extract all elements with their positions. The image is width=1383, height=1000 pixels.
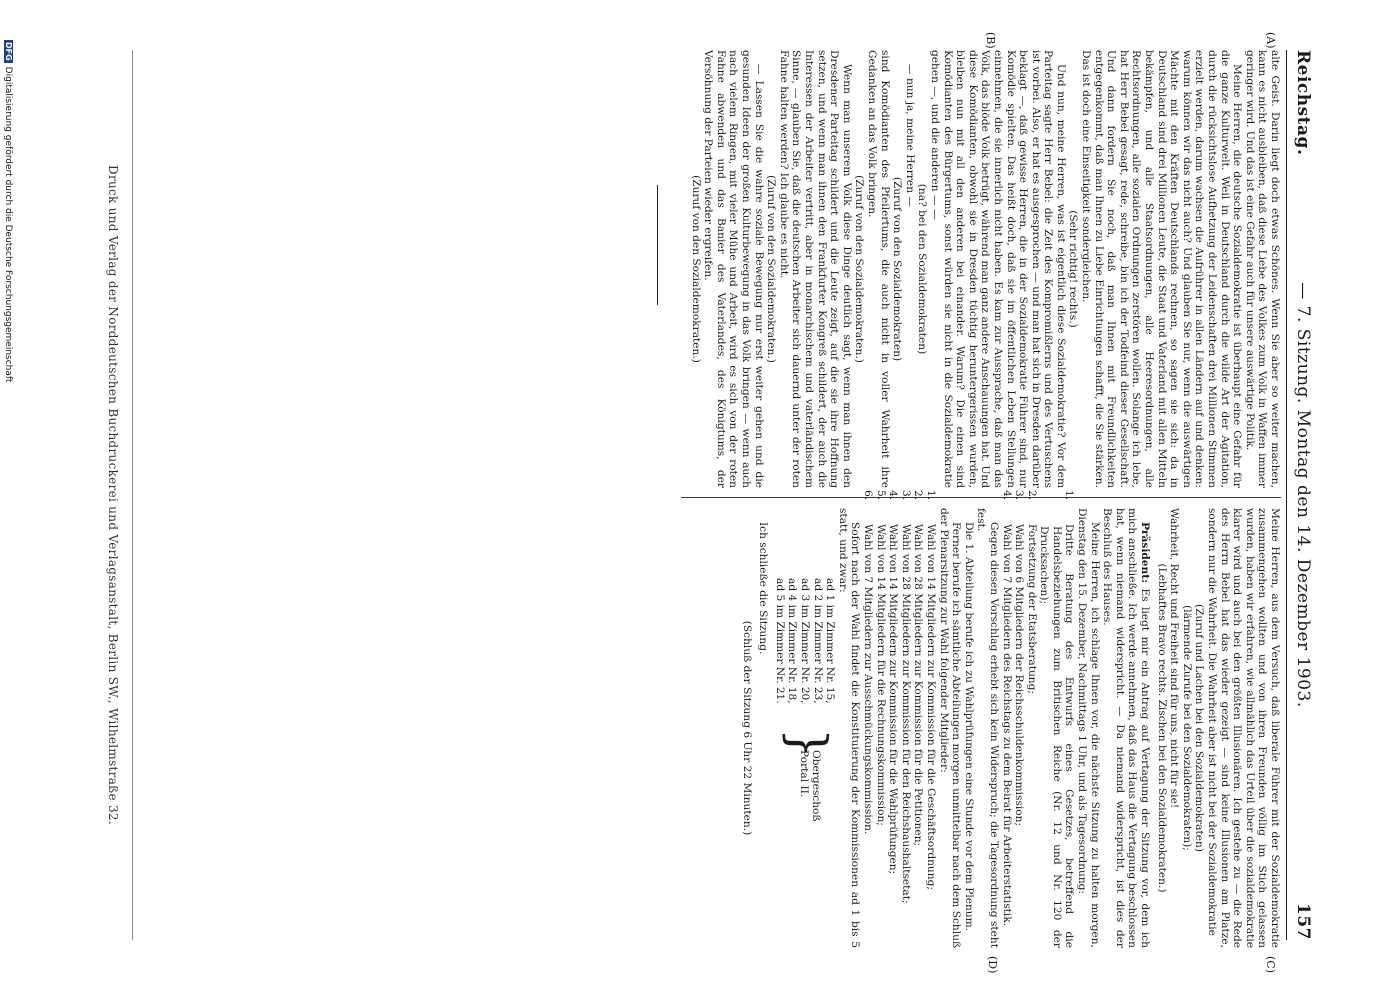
president-statement: Es liegt mir ein Antrag auf Vertagung der Sitzung vor, dem ich mich anschließe. Ich werde annehmen, daß das Haus die Vertagung beschlossen hat, wenn niemand widerspricht. — Da niemand widerspricht, ist dies der Beschluß des Hauses. [1101,508,1152,948]
agenda-item-text: Wahl von 6 Mitgliedern der Reichsschuldenkommission; [1013,524,1026,827]
member-item [861,490,874,948]
left-column-paragraph: alte Geist. Darin liegt doch etwas Schönes. Wenn Sie aber so weiter machen, kann es nicht ausbleiben, daß diese Liebe des Volkes zum Volk in Waffen immer geringer wird. Und das ist eine Gefahr auch für unsere auswärtige Politik. [1243,50,1281,488]
member-item-text: Wahl von 14 Mitgliedern für die Rechnungskommission; [874,524,887,826]
agenda-list [1000,490,1076,948]
member-item-number: 4. [887,490,900,501]
closing-statement: Ich schließe die Sitzung. [757,522,770,655]
speech-conclusion [1155,508,1281,948]
left-column-paragraph: — Lassen Sie die wahre soziale Bewegung nur erst weiter gehen und die gesunden Ideen der großen Kulturbewegung in das Volk bringen — wenn auch nach vielem Ringen, mit vieler Mühe und Arbeit, wird es sich von der roten Fahne abwenden und das Banier des Vaterlandes, des Königtums, der Versöhnung der Parteien wieder ergreifen. [702,50,765,488]
page-number: 157 [1293,903,1313,940]
member-item-number: 1. [924,490,937,501]
section-rule [657,185,658,305]
member-item-text: Wahl von 14 Mitgliedern zur Kommission für die Geschäftsordnung; [924,524,937,890]
ferner-note: Ferner berufe ich sämtliche Abteilungen morgen unmittelbar nach dem Schluß der Plenarsitzung zur Wahl folgender Mitglieder: [937,508,963,949]
agenda-item-number: 4. [1000,490,1013,501]
agenda-item [1038,490,1076,948]
left-column-paragraph: (Zuruf von den Sozialdemokraten) [891,176,904,362]
intro-paragraph: (lärmende Zurufe bei den Sozialdemokraten); [1180,605,1193,851]
left-column-paragraph: Und nun, meine Herren, was ist eigentlich diese Sozialdemokratie? Vor dem Parteitag sagte Herr Bebel: die Zeit des Kompromißlerns und des Vertuschens ist vorbei. Also, er hat es ausgesprochen — und man hat sich in Dresden darüber beklagt —, daß gewisse Herren, die in der Sozialdemokratie Führer sind, nur Komödie spielten. Das heißt doch, daß sie im öffentlichen Leben Stellungen einnehmen, die sie innerlich nicht haben. Es kam zur Aussprache, daß man das Volk, das blöde Volk betrügt, während man ganz andere Anschauungen hat. Und diese Komödianten, obwohl sie in Dresden tüchtig heruntergerissen wurden, bleiben nun mit all den anderen bei einander. Warum? Die einen sind Komödianten des Bürgertums, sonst würden sie nicht in die Sozialdemokratie gehen —, und die anderen — — [928,50,1067,488]
intro-paragraph: Wahrheit, Recht und Freiheit sind für uns, nicht für sie! [1168,508,1181,809]
agenda-item-number: 1. [1063,490,1076,501]
member-item-number: 3. [899,490,912,501]
agenda-intro: Meine Herren, ich schlage Ihnen vor, die nächste Sitzung zu halten morgen, Dienstag den 15. Dezember, Nachmittags 1 Uhr, und als Tagesordnung: [1076,508,1101,948]
header-rule [1286,50,1287,940]
right-column [740,490,1281,949]
margin-marker-b: (B) [984,32,997,49]
member-item [874,490,887,948]
left-column-paragraph: — nun ja, meine Herren — [903,64,916,207]
intro-paragraph: (Lebhaftes Bravo rechts. Zischen bei den Sozialdemokraten.) [1155,563,1168,893]
agenda-item-text: Fortsetzung der Etatsberatung; [1025,524,1038,694]
member-item-number: 2. [912,490,925,501]
page-header [1287,50,1317,940]
left-column-paragraph: (Sehr richtig! rechts.) [1067,210,1080,328]
brace-glyph: } [778,728,838,759]
member-election-list [861,490,937,948]
room-entry: ad 2 im Zimmer Nr. 23, [811,578,824,704]
agenda-item-number: 3. [1013,490,1026,501]
left-column-paragraph: sind Komödianten des Pfeilertums, die auch nicht in voller Wahrheit ihre Gedanken an das Volk bringen. [866,50,891,488]
printer-footer: Druck und Verlag der Norddeutschen Buchdruckerei und Verlagsanstalt, Berlin SW., Wilhelmstraße 32. [106,165,120,825]
session-end: (Schluß der Sitzung 6 Uhr 22 Minuten.) [740,620,753,836]
location-floor: Obergeschoß [810,750,823,822]
member-item-text: Wahl von 28 Mitgliedern zur Kommission für die Petitionen; [912,524,925,847]
member-item [924,490,937,948]
left-column-paragraph: Meine Herren, die deutsche Sozialdemokratie ist überhaupt eine Gefahr für die ganze Kulturwelt. Weil in Deutschland durch die wilde Art der Agitation, durch die rücksichtslose Aufhetzung der Leidenschaften drei Millionen Stimmen erzielt werden, darum wachsen die Aufrührer in allen Ländern auf und denken: warum können wir das nicht auch? Und glauben Sie nur, wenn die auswärtigen Mächte mit den Kräften Deutschlands rechnen, so sagen sie sich: da in Deutschland sind drei Millionen Leute, die Staat und Vaterland mit allen Mitteln bekämpfen, und alle Staatsordnungen, alle Heeresordnungen, alle Rechtsordnungen, alle sozialen Ordnungen zerstören wollen. Solange ich lebe, hat Herr Bebel gesagt, rede, schreibe, bin ich der Todfeind dieser Gesellschaft. Und dann fordern Sie noch, daß man Ihnen mit Freundlichkeiten entgegenkommt, daß man Ihnen zu Liebe Einrichtungen schafft, die Sie stärken. Das ist doch eine Einseitigkeit sondergleichen. [1080,50,1244,488]
left-column-paragraph: (Zuruf von den Sozialdemokraten.) [689,175,702,363]
agenda-item-text: Dritte Beratung des Entwurfs eines Gesetzes, betreffend die Handelsbeziehungen zum Britischen Reiche (Nr. 12 und Nr. 120 der Drucksachen); [1038,524,1076,948]
sofort-note: Sofort nach der Wahl findet die Konstituierung der Kommissionen ad 1 bis 5 statt, und zwar: [836,508,862,948]
dfg-logo: DFG [4,42,13,61]
room-entry: ad 3 im Zimmer Nr. 20, [799,578,812,704]
margin-marker-d: (D) [986,956,999,974]
room-entry: ad 4 im Zimmer Nr. 18, [786,578,799,704]
margin-marker-a: (A) [1264,32,1277,49]
left-column-paragraph: (Zuruf von den Sozialdemokraten.) [765,175,778,363]
left-column-paragraph: Wenn man unserem Volk diese Dinge deutlich sagt, wenn man ihnen den Dresdener Parteitag schildert und die Leute zeigt, auf die sie ihre Hoffnung setzen, und wenn man ihnen den Frankfurter Kongreß schildert, der auch die Interessen der Arbeiter vertritt, aber in monarchischem und vaterländischem Sinne, — glauben Sie, daß die deutschen Arbeiter sich dauernd unter der roten Fahne halten werden? Ich glaube es nicht. [777,50,853,488]
member-item [887,490,900,948]
header-center: — 7. Sitzung. Montag den 14. Dezember 1903. [1293,282,1313,708]
member-item-text: Wahl von 28 Mitgliedern zur Kommission für den Reichshaushaltsetat; [899,524,912,904]
margin-marker-c: (C) [1264,956,1277,973]
left-column-paragraph: (na? bei den Sozialdemokraten) [916,183,929,355]
room-entry: ad 5 im Zimmer Nr. 21. [773,578,786,704]
member-item-text: Wahl von 14 Mitgliedern zur Kommission für die Wahlprüfungen; [887,524,900,875]
president-label: Präsident: [1139,522,1152,584]
location-portal: Portal II. [797,750,810,798]
member-item [899,490,912,948]
room-location [797,750,822,822]
abteilung-note: Die 1. Abteilung berufe ich zu Wahlprüfungen eine Stunde vor dem Plenum. [962,522,975,932]
digitization-notice [3,40,13,382]
digitization-text: Digitalisierung gefördert durch die Deutsche Forschungsgemeinschaft [3,66,13,383]
header-left: Reichstag. [1293,50,1313,156]
member-item [912,490,925,948]
agenda-item-number: 2. [1025,490,1038,501]
agenda-item-text: Wahl von 7 Mitgliedern des Reichstags zu dem Beirat für Arbeiterstatistik. [1000,524,1013,927]
member-item-number: 6. [862,490,874,501]
column-divider [681,497,1281,498]
member-item-text: Wahl von 7 Mitgliedern zur Ausschmückungskommission. [862,524,874,835]
agenda-item [1025,490,1038,948]
left-column [689,50,1281,488]
left-column-paragraph: (Zuruf von den Sozialdemokraten.) [853,175,866,363]
footer-rule [132,50,133,940]
member-item-number: 5. [874,490,887,501]
room-entry: ad 1 im Zimmer Nr. 15, [824,578,837,704]
agenda-item [1013,490,1026,948]
intro-paragraph: (Zuruf und Lachen bei den Sozialdemokraten) [1193,604,1206,852]
room-assignments [773,578,836,948]
intro-paragraph: Meine Herren, aus dem Versuch, daß liberale Führer mit der Sozialdemokratie zusammengehen wollten und von ihren Freunden völlig im Stich gelassen wurden, haben wir erfahren, wie allmählich das Urteil über die sozialdemokratie klarer wird und auch bei den größten Illusionären. Ich gestehe zu — die Rede des Herrn Bebel hat das wieder gezeigt — sind keine Illusionen am Platze, sondern nur die Wahrheit. Die Wahrheit aber ist nicht bei der Sozialdemokratie [1206,508,1281,948]
agenda-outro: Gegen diesen Vorschlag erhebt sich kein Widerspruch; die Tagesordnung steht fest. [975,508,1000,948]
agenda-item [1000,490,1013,948]
